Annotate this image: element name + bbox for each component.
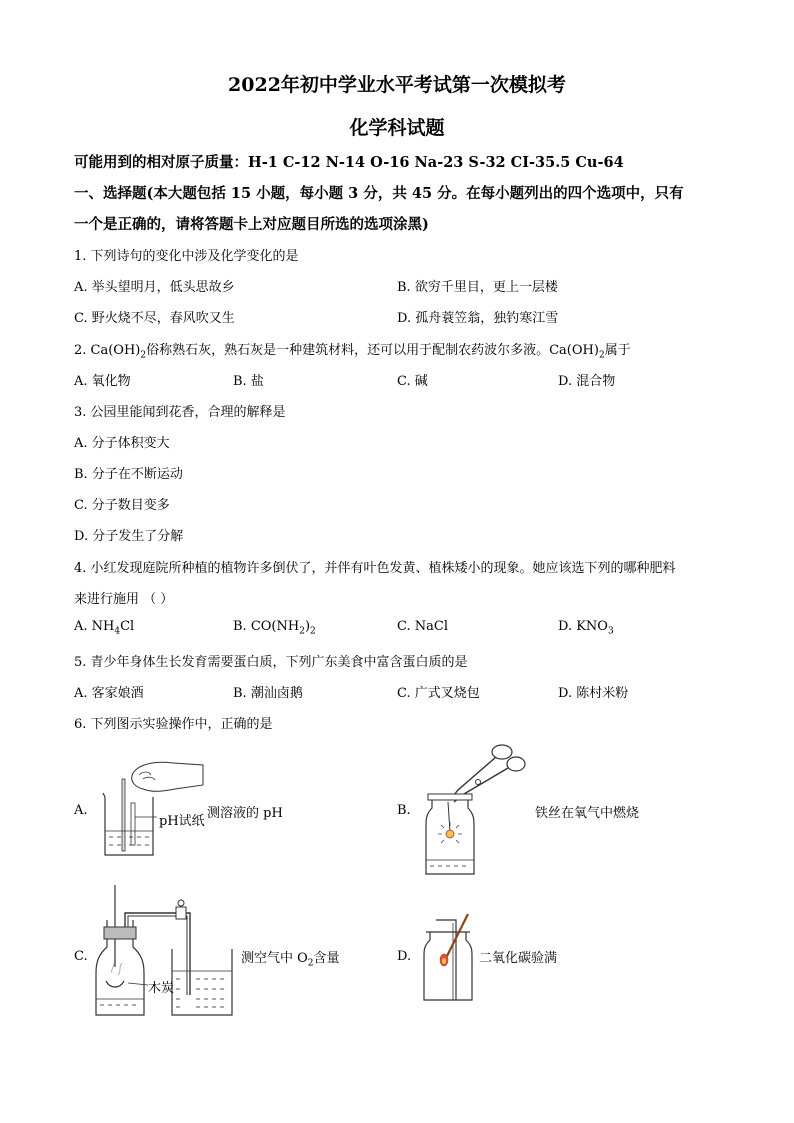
q6-stem: 6. 下列图示实验操作中，正确的是	[74, 717, 273, 732]
q2-option-d: D. 混合物	[558, 374, 616, 389]
q5-option-a: A. 客家娘酒	[74, 686, 144, 701]
q4-option-b: B. $CO(NH_2)_2$	[233, 619, 316, 637]
page-title: 2022年初中学业水平考试第一次模拟考	[228, 74, 566, 96]
section-instruction-line2: 一个是正确的，请将答题卡上对应题目所选的选项涂黑)	[74, 216, 429, 233]
q1-option-d: D. 孤舟蓑笠翁，独钓寒江雪	[397, 311, 559, 326]
q1-option-a: A. 举头望明月，低头思故乡	[74, 280, 235, 295]
q5-option-d: D. 陈村米粉	[558, 686, 629, 701]
q6-option-b-label: 铁丝在氧气中燃烧	[535, 806, 640, 821]
q1-stem: 1. 下列诗句的变化中涉及化学变化的是	[74, 249, 299, 264]
atomic-mass-line: 可能用到的相对原子质量：H-1 C-12 N-14 O-16 Na-23 S-32 CI-35.5 Cu-64	[74, 154, 624, 171]
q1-option-b: B. 欲穷千里目，更上一层楼	[397, 280, 558, 295]
q6-option-d-label: 二氧化碳验满	[479, 951, 558, 966]
q4-option-d: D. $KNO_3$	[558, 619, 614, 637]
q5-stem: 5. 青少年身体生长发育需要蛋白质，下列广东美食中富含蛋白质的是	[74, 655, 468, 670]
q4-option-a: A. $NH_4Cl$	[74, 619, 135, 637]
q3-option-c: C. 分子数目变多	[74, 498, 170, 513]
section-instruction-line1: 一、选择题(本大题包括 15 小题，每小题 3 分，共 45 分。在每小题列出的四个选项中，只有	[74, 185, 684, 202]
q6-option-d-letter: D.	[397, 949, 412, 964]
q2-option-c: C. 碱	[397, 374, 428, 389]
q4-option-c: C. NaCl	[397, 619, 448, 634]
iron-wire-combustion-illustration	[418, 742, 533, 877]
q5-option-b: B. 潮汕卤鹅	[233, 686, 303, 701]
q4-stem-line2: 来进行施用 （ ）	[74, 592, 174, 607]
page-subtitle: 化学科试题	[349, 117, 445, 139]
q6-option-a-label: 测溶液的 pH	[207, 806, 283, 821]
q6-option-a-letter: A.	[74, 803, 88, 818]
q3-option-d: D. 分子发生了分解	[74, 529, 184, 544]
q2-option-a: A. 氧化物	[74, 374, 131, 389]
oxygen-content-illustration	[92, 885, 247, 1020]
q3-stem: 3. 公园里能闻到花香，合理的解释是	[74, 405, 286, 420]
q2-option-b: B. 盐	[233, 374, 264, 389]
q6-option-c-label: 测空气中 $O_2$含量	[241, 951, 340, 969]
ph-strip-label: pH试纸	[159, 814, 205, 829]
q3-option-b: B. 分子在不断运动	[74, 467, 183, 482]
q6-option-c-letter: C.	[74, 949, 88, 964]
q3-option-a: A. 分子体积变大	[74, 436, 170, 451]
q4-stem-line1: 4. 小红发现庭院所种植的植物许多倒伏了，并伴有叶色发黄、植株矮小的现象。她应该选下列的哪种肥料	[74, 561, 676, 576]
charcoal-label: 木炭	[148, 981, 175, 996]
q6-option-b-letter: B.	[397, 803, 411, 818]
q5-option-c: C. 广式叉烧包	[397, 686, 480, 701]
q2-stem: 2. $Ca(OH)_2$俗称熟石灰，熟石灰是一种建筑材料，还可以用于配制农药波尔多液。$Ca(OH)_2$属于	[74, 343, 631, 361]
q1-option-c: C. 野火烧不尽，春风吹又生	[74, 311, 235, 326]
